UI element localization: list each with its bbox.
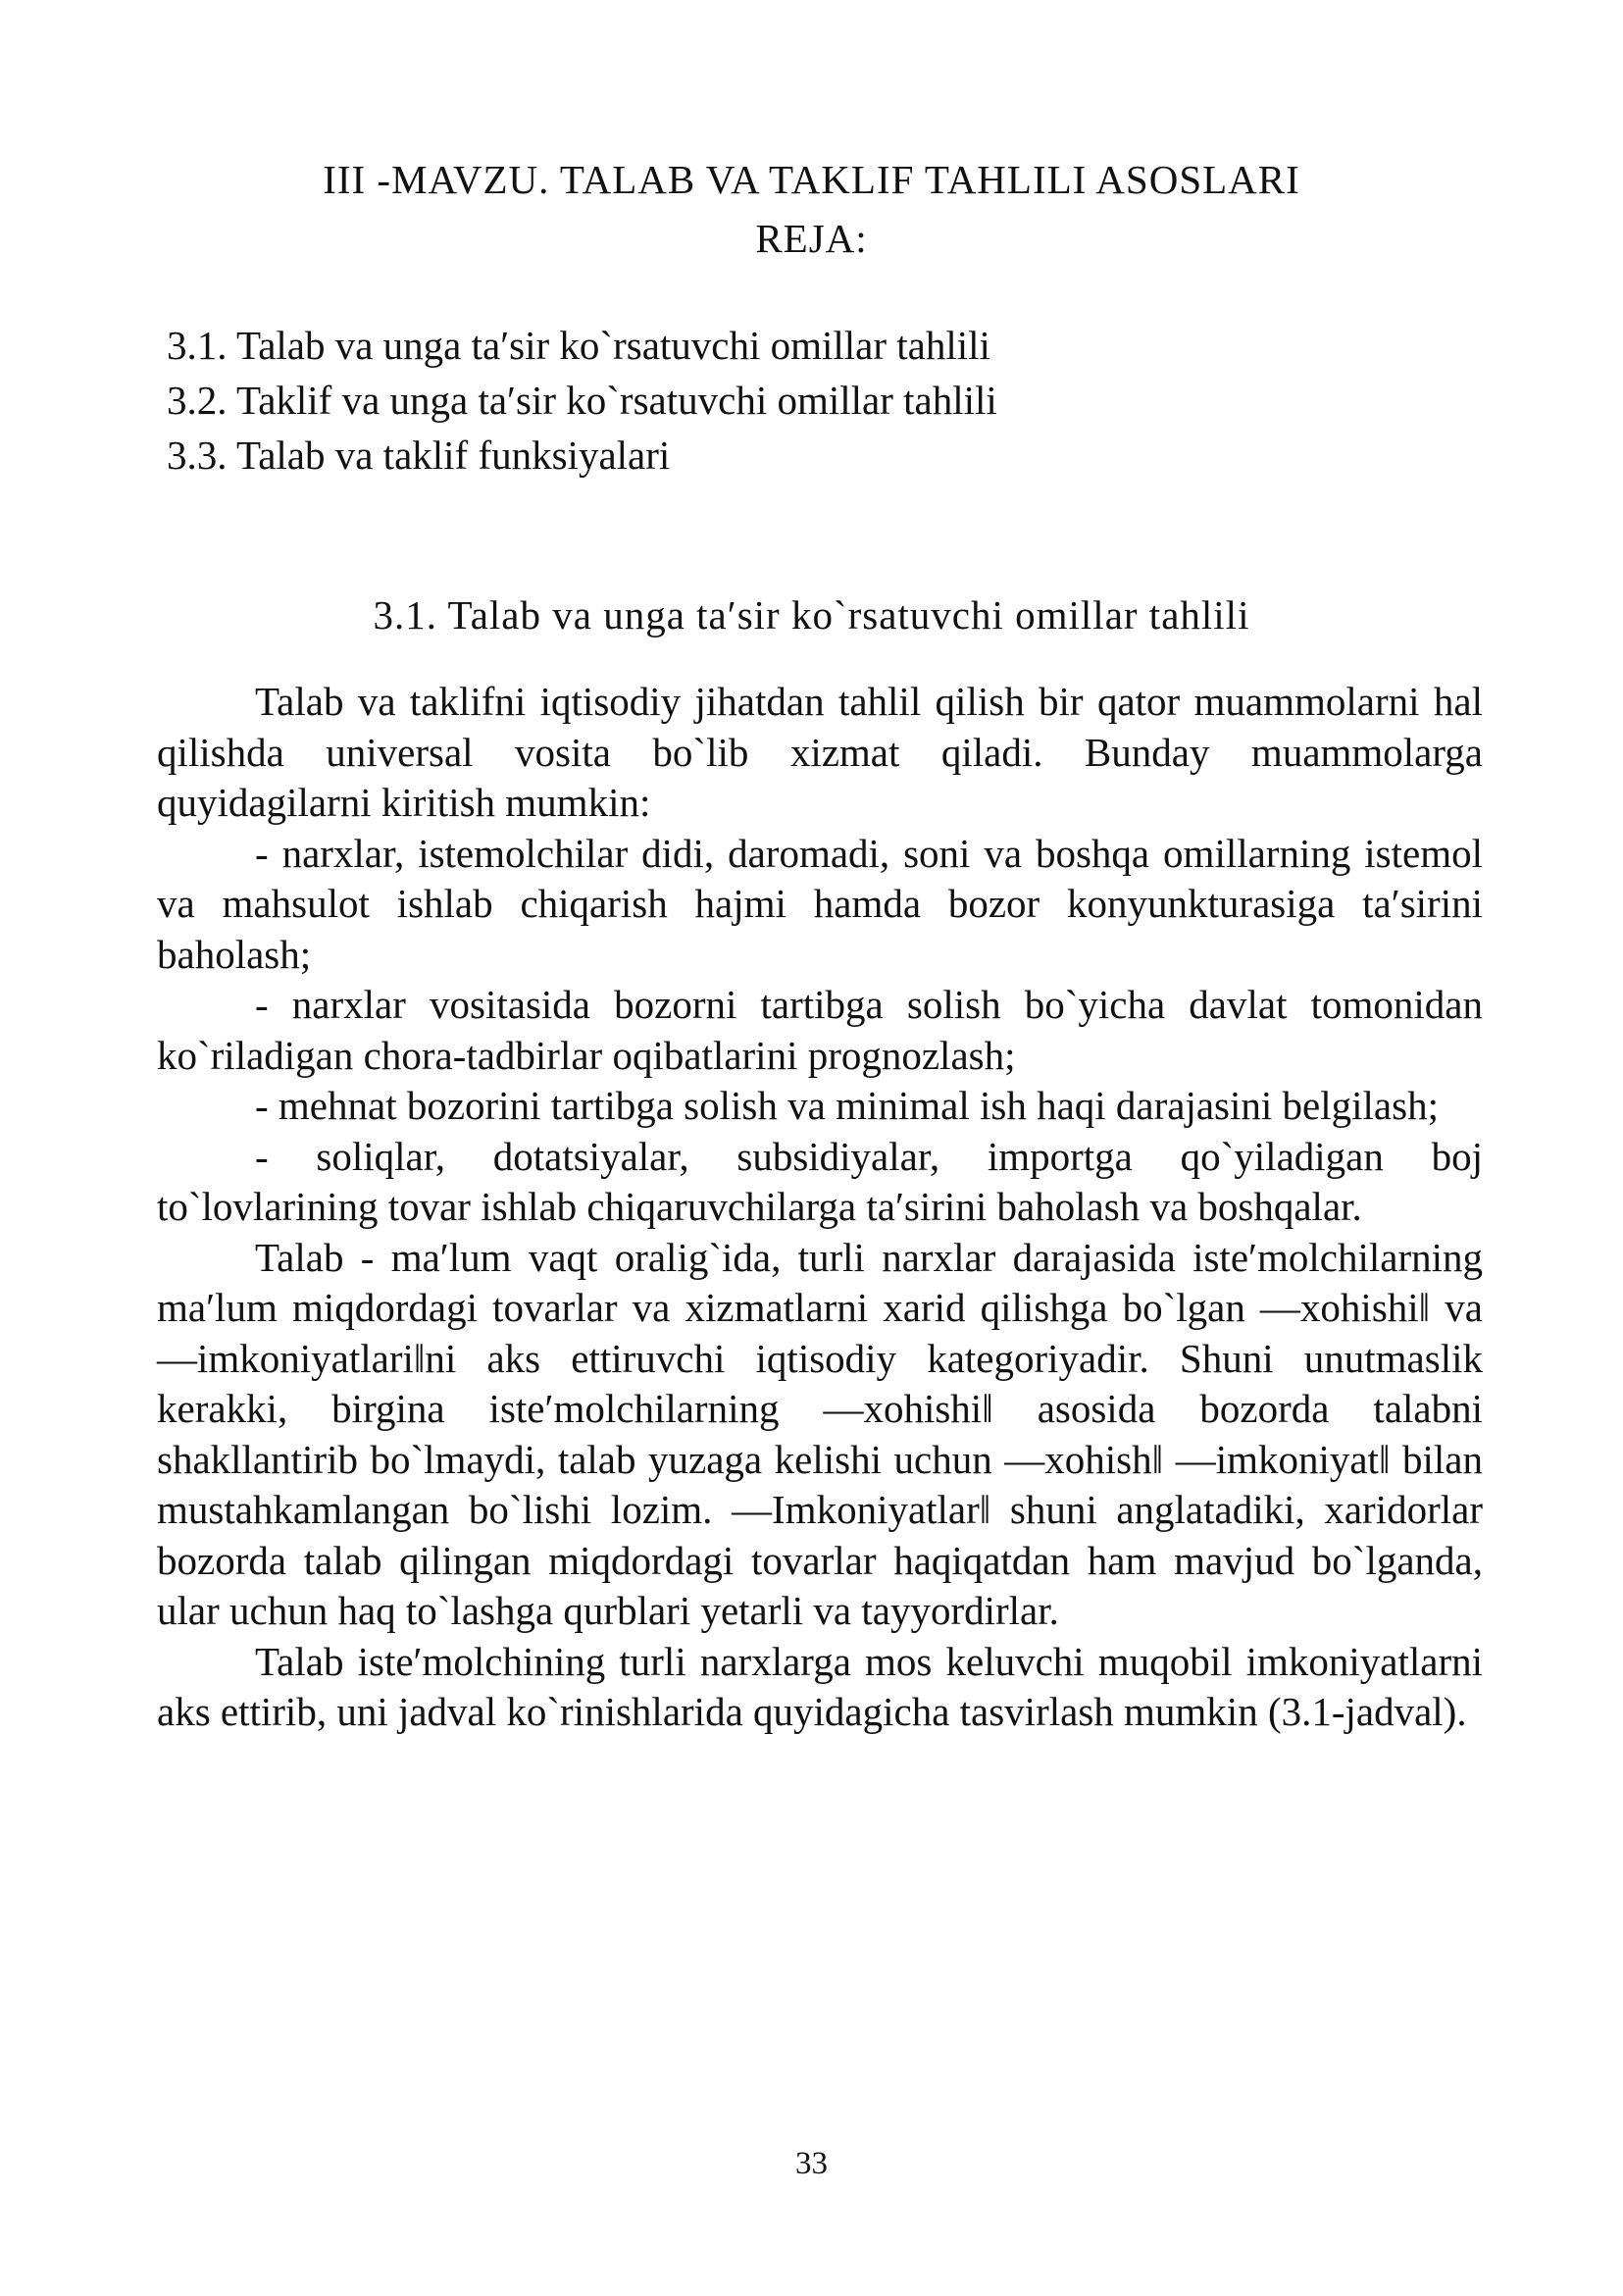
plan-label: REJA: [755, 216, 868, 261]
plan-item: 3.1. Talab va unga ta′sir ko`rsatuvchi omillar tahlili [167, 323, 990, 368]
list-paragraph: - narxlar, istemolchilar didi, daromadi, soni va boshqa omillarning istemol va mahsulot ishlab chiqarish hajmi hamda bozor konyunkturasiga ta′sirini baholash; [157, 830, 1483, 977]
plan-list [167, 321, 997, 485]
list-paragraph: - soliqlar, dotatsiyalar, subsidiyalar, importga qo`yiladigan boj to`lovlarining tovar ishlab chiqaruvchilarga ta′sirini baholash va boshqalar. [157, 1133, 1483, 1229]
list-paragraph: - mehnat bozorini tartibga solish va minimal ish haqi darajasini belgilash; [255, 1083, 1439, 1128]
list-paragraph: - narxlar vositasida bozorni tartibga solish bo`yicha davlat tomonidan ko`riladigan chora-tadbirlar oqibatlarini prognozlash; [157, 982, 1483, 1078]
plan-item: 3.3. Talab va taklif funksiyalari [167, 433, 671, 478]
plan-item: 3.2. Taklif va unga ta′sir ko`rsatuvchi omillar tahlili [167, 378, 997, 423]
page-number: 33 [795, 2146, 828, 2181]
paragraph: Talab iste′molchining turli narxlarga mos keluvchi muqobil imkoniyatlarni aks ettirib, uni jadval ko`rinishlarida quyidagicha tasvirlash mumkin (3.1-jadval). [157, 1638, 1483, 1734]
topic-title: III -MAVZU. TALAB VA TAKLIF TAHLILI ASOSLARI [323, 157, 1300, 202]
paragraph: Talab va taklifni iqtisodiy jihatdan tahlil qilish bir qator muammolarni hal qilishda universal vosita bo`lib xizmat qiladi. Bunday muammolarga quyidagilarni kiritish mumkin: [157, 679, 1483, 825]
paragraph: Talab - ma′lum vaqt oralig`ida, turli narxlar darajasida iste′molchilarning ma′lum miqdordagi tovarlar va xizmatlarni xarid qilishga bo`lgan ―xohishi‖ va ―imkoniyatlari‖ni aks ettiruvchi iqtisodiy kategoriyadir. Shuni unutmaslik kerakki, birgina iste′molchilarning ―xohishi‖ asosida bozorda talabni shakllantirib bo`lmaydi, talab yuzaga kelishi uchun ―xohish‖ ―imkoniyat‖ bilan mustahkamlangan bo`lishi lozim. ―Imkoniyatlar‖ shuni anglatadiki, xaridorlar bozorda talab qilingan miqdordagi tovarlar haqiqatdan ham mavjud bo`lganda, ular uchun haq to`lashga qurblari yetarli va tayyordirlar. [157, 1234, 1483, 1633]
section-heading: 3.1. Talab va unga ta′sir ko`rsatuvchi omillar tahlili [373, 592, 1250, 638]
section-body [157, 677, 1483, 1738]
